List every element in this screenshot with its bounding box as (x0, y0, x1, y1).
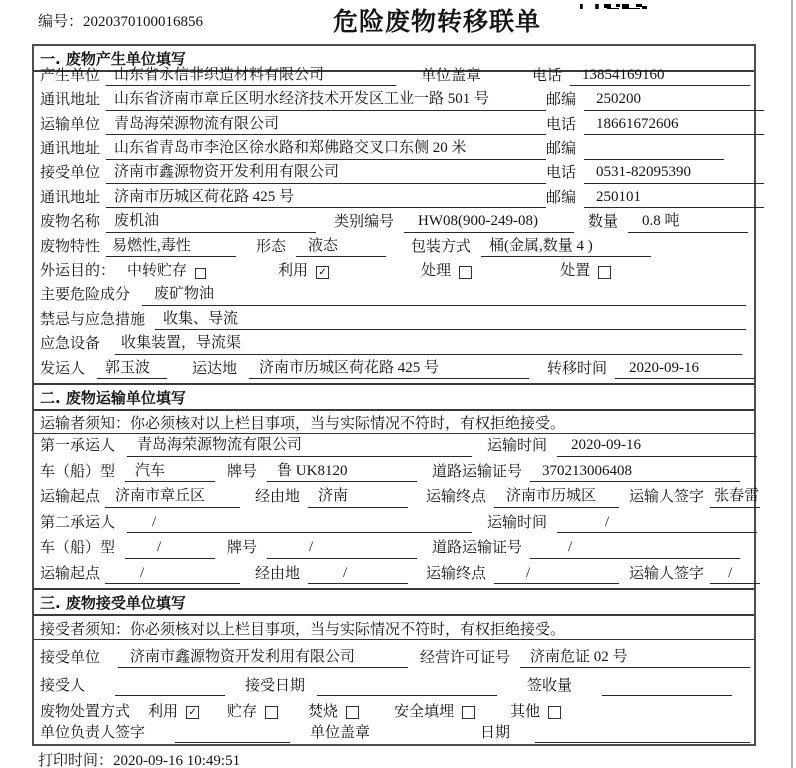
waste-form-value: 液态 (296, 237, 386, 258)
transfer-time-value: 2020-09-16 (615, 359, 755, 380)
qr-code-icon (580, 0, 648, 9)
sign-date-label: 日期 (480, 724, 511, 741)
equipment-row (34, 334, 754, 358)
purpose-treat-label: 处理 (421, 263, 452, 280)
producer-zip-label: 邮编 (546, 92, 577, 109)
disposal-other-label: 其他 (510, 703, 541, 720)
producer-row (34, 66, 754, 90)
route2-end-label: 运输终点 (426, 565, 487, 582)
road-license1-value: 370213006408 (530, 462, 740, 483)
waste-form-label: 形态 (256, 238, 287, 255)
receiver-value: 济南市鑫源物资开发利用有限公司 (106, 163, 546, 184)
plate2-value: / (267, 538, 417, 559)
receiver-addr-value: 济南市历城区荷花路 425 号 (106, 188, 546, 209)
plate1-value: 鲁 UK8120 (267, 462, 417, 483)
carrier1-time-label: 运输时间 (487, 438, 548, 454)
receiver-label: 接受单位 (40, 165, 101, 182)
dispatcher-label: 发运人 (40, 360, 86, 377)
disposal-utilize-label: 利用 (148, 703, 179, 720)
receipt-qty-value (602, 678, 732, 696)
disposal-landfill-checkbox (462, 706, 475, 719)
equipment-label: 应急设备 (40, 336, 101, 353)
disposal-landfill-label: 安全填埋 (394, 703, 455, 720)
route1-row (34, 486, 760, 512)
dispatch-row (34, 359, 754, 383)
accept-person-value (115, 678, 225, 696)
business-license-value: 济南危证 02 号 (520, 648, 750, 669)
section3-heading: 三. 废物接受单位填写 (34, 588, 754, 616)
producer-addr-value: 山东省济南市章丘区明水经济技术开发区工业一路 501 号 (106, 90, 546, 111)
road-license2-label: 道路运输证号 (432, 540, 523, 556)
receiver-zip-value: 250101 (584, 188, 764, 209)
page-right-edge-divider (791, 0, 793, 768)
waste-name-label: 废物名称 (40, 214, 101, 231)
packing-value: 桶(金属,数量 4 ) (481, 237, 651, 258)
destination-value: 济南市历城区荷花路 425 号 (249, 359, 529, 380)
route2-start-label: 运输起点 (40, 565, 101, 582)
accept-unit-row (34, 642, 754, 672)
disposal-other-checkbox (548, 706, 561, 719)
purpose-transfer-storage-label: 中转贮存 (127, 263, 188, 280)
route2-via-label: 经由地 (255, 565, 301, 582)
unit-seal-label: 单位盖章 (310, 724, 371, 741)
waste-category-value: HW08(900-249-08) (404, 212, 574, 233)
equipment-value: 收集装置，导流渠 (115, 334, 742, 355)
route1-sign-label: 运输人签字 (629, 489, 705, 505)
producer-value: 山东省永信非织造材料有限公司 (106, 66, 396, 87)
producer-seal-label: 单位盖章 (421, 67, 482, 84)
hazard-label: 主要危险成分 (40, 287, 131, 304)
section2-heading: 二. 废物运输单位填写 (34, 383, 754, 411)
hazard-row (34, 286, 754, 310)
carrier2-value: / (127, 513, 472, 534)
producer-addr-row (34, 90, 754, 114)
manifest-form-table (32, 44, 760, 746)
disposal-method-label: 废物处置方式 (40, 703, 131, 720)
responsible-sign-label: 单位负责人签字 (40, 724, 146, 741)
packing-label: 包装方式 (411, 238, 472, 255)
carrier1-label: 第一承运人 (40, 438, 116, 454)
purpose-transfer-storage-checkbox (195, 268, 206, 279)
receiver-addr-row (34, 188, 754, 212)
destination-label: 运达地 (192, 360, 238, 377)
route1-start-label: 运输起点 (40, 489, 101, 505)
receiver-row (34, 164, 754, 188)
print-time: 打印时间：2020-09-16 10:49:51 (38, 753, 241, 768)
route2-end-value: / (494, 564, 619, 585)
carrier1-row (34, 435, 754, 461)
route1-start-value: 济南市章丘区 (105, 487, 240, 508)
receiver-phone-value: 0531-82095390 (584, 163, 764, 184)
disposal-method-row (34, 700, 754, 726)
route1-sign-value: 张春雷 (710, 487, 760, 508)
disposal-storage-label: 贮存 (227, 703, 258, 720)
producer-addr-label: 通讯地址 (40, 92, 101, 109)
route1-end-value: 济南市历城区 (494, 487, 619, 508)
waste-character-value: 易燃性,毒性 (106, 237, 236, 258)
route1-end-label: 运输终点 (426, 489, 487, 505)
road-license2-value: / (530, 538, 740, 559)
route2-start-value: / (105, 564, 240, 585)
accept-date-label: 接受日期 (245, 677, 306, 694)
carrier2-label: 第二承运人 (40, 514, 116, 531)
waste-character-row (34, 237, 754, 261)
receiver-zip-label: 邮编 (546, 189, 577, 206)
purpose-treat-checkbox (459, 266, 472, 279)
vehicle1-row (34, 461, 754, 487)
accept-unit-label: 接受单位 (40, 649, 101, 666)
responsible-sign-value (175, 725, 290, 743)
producer-zip-value: 250200 (584, 90, 764, 111)
responsible-sign-row (34, 726, 754, 745)
purpose-dispose-checkbox (598, 266, 611, 279)
dispatcher-value: 郭玉波 (97, 359, 167, 380)
business-license-label: 经营许可证号 (420, 649, 511, 666)
transporter-addr-label: 通讯地址 (40, 141, 101, 158)
carrier2-time-label: 运输时间 (487, 514, 548, 531)
emergency-value: 收集、导流 (155, 310, 746, 331)
carrier1-value: 青岛海荣源物流有限公司 (127, 436, 472, 457)
waste-character-label: 废物特性 (40, 238, 101, 255)
transporter-zip-label: 邮编 (546, 141, 577, 158)
vehicle2-label: 车（船）型 (40, 540, 116, 556)
transporter-value: 青岛海荣源物流有限公司 (106, 115, 546, 136)
sign-date-value (535, 725, 750, 743)
hazard-value: 废矿物油 (142, 285, 746, 306)
emergency-row (34, 310, 754, 334)
section1-heading: 一. 废物产生单位填写 (34, 46, 754, 72)
carrier2-row (34, 512, 754, 538)
transporter-notice: 运输者须知：你必须核对以上栏目事项，当与实际情况不符时，有权拒绝接受。 (34, 407, 754, 434)
route2-via-value: / (308, 564, 408, 585)
disposal-incinerate-checkbox (346, 706, 359, 719)
producer-phone-label: 电话 (531, 67, 562, 84)
waste-name-row (34, 212, 754, 236)
accept-date-value (317, 678, 497, 696)
purpose-row (34, 261, 754, 285)
road-license1-label: 道路运输证号 (432, 463, 523, 480)
vehicle1-value: 汽车 (125, 462, 215, 483)
carrier1-time-value: 2020-09-16 (557, 436, 757, 457)
transporter-addr-row (34, 139, 754, 163)
producer-label: 产生单位 (40, 67, 101, 84)
transfer-time-label: 转移时间 (547, 360, 608, 377)
disposal-storage-checkbox (265, 706, 278, 719)
route2-sign-value: / (710, 564, 760, 585)
transporter-zip-value (584, 142, 724, 160)
receiver-notice: 接受者须知：你必须核对以上栏目事项，当与实际情况不符时，有权拒绝接受。 (34, 613, 754, 640)
carrier2-time-value: / (557, 513, 757, 534)
route1-via-value: 济南 (308, 487, 408, 508)
transporter-phone-label: 电话 (546, 116, 577, 133)
plate2-label: 牌号 (227, 540, 258, 556)
doc-number-value: 2020370100016856 (83, 14, 204, 30)
accept-person-row (34, 672, 754, 700)
waste-category-label: 类别编号 (334, 214, 395, 231)
purpose-utilize-checkbox: ✓ (316, 266, 329, 279)
vehicle2-value: / (125, 538, 215, 559)
transporter-addr-value: 山东省青岛市李沧区徐水路和郑佛路交叉口东侧 20 米 (106, 139, 546, 160)
waste-name-value: 废机油 (106, 212, 316, 233)
route2-sign-label: 运输人签字 (629, 565, 705, 582)
page-title: 危险废物转移联单 (333, 7, 542, 36)
doc-number (38, 10, 203, 31)
receipt-qty-label: 签收量 (527, 677, 573, 694)
vehicle2-row (34, 537, 754, 563)
producer-phone-value: 13854169160 (570, 66, 750, 87)
receiver-phone-label: 电话 (546, 165, 577, 182)
waste-qty-value: 0.8 吨 (628, 212, 748, 233)
plate1-label: 牌号 (227, 463, 258, 480)
vehicle1-label: 车（船）型 (40, 463, 116, 480)
transporter-row (34, 115, 754, 139)
accept-unit-value: 济南市鑫源物资开发利用有限公司 (118, 648, 408, 669)
transporter-label: 运输单位 (40, 116, 101, 133)
receiver-addr-label: 通讯地址 (40, 189, 101, 206)
purpose-dispose-label: 处置 (560, 263, 591, 280)
transporter-phone-value: 18661672606 (584, 115, 764, 136)
route1-via-label: 经由地 (255, 489, 301, 505)
accept-person-label: 接受人 (40, 677, 86, 694)
purpose-label: 外运目的： (40, 263, 116, 280)
disposal-incinerate-label: 焚烧 (308, 703, 339, 720)
purpose-utilize-label: 利用 (278, 263, 309, 280)
disposal-utilize-checkbox: ✓ (186, 706, 199, 719)
doc-number-label: 编号： (38, 14, 84, 30)
emergency-label: 禁忌与应急措施 (40, 311, 146, 328)
route2-row (34, 563, 754, 589)
waste-qty-label: 数量 (588, 214, 619, 231)
